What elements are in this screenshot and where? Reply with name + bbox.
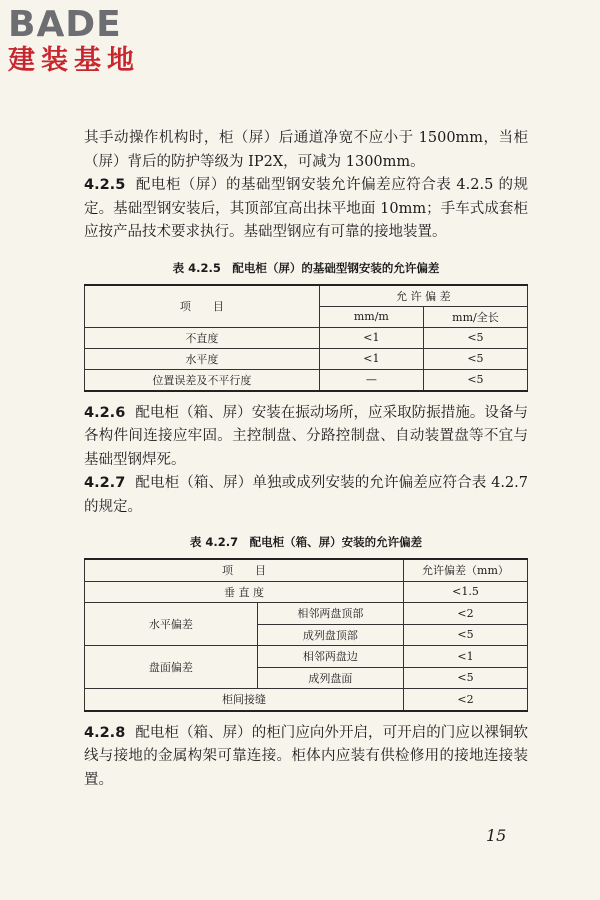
table-row xyxy=(85,369,528,391)
header-unit-full-length: mm/全长 xyxy=(423,306,527,327)
row-value: <1.5 xyxy=(403,581,527,603)
table-caption: 表 4.2.7 配电柜（箱、屏）安装的允许偏差 xyxy=(189,535,423,549)
clause-4-2-7 xyxy=(84,472,528,519)
clause-number: 4.2.7 xyxy=(84,475,126,491)
clause-4-2-8 xyxy=(84,722,528,793)
row-value: <5 xyxy=(423,348,527,369)
row-item: 成列盘顶部 xyxy=(257,624,403,646)
page-body xyxy=(84,127,528,792)
row-item: 相邻两盘边 xyxy=(257,646,403,668)
row-value: <5 xyxy=(423,369,527,391)
table-row xyxy=(85,603,528,625)
clause-text: 配电柜（箱、屏）单独或成列安装的允许偏差应符合表 4.2.7 的规定。 xyxy=(84,475,528,515)
header-tolerance-mm: 允许偏差（mm） xyxy=(403,559,527,581)
row-value: <5 xyxy=(403,667,527,689)
row-joint-label: 柜间接缝 xyxy=(85,689,404,711)
header-item: 项 目 xyxy=(85,285,320,328)
clause-number: 4.2.8 xyxy=(84,724,126,741)
row-value: — xyxy=(319,369,423,391)
table-caption: 表 4.2.5 配电柜（屏）的基础型钢安装的允许偏差 xyxy=(172,260,440,275)
logo-mark: BADE xyxy=(8,4,122,45)
row-item: 相邻两盘顶部 xyxy=(257,603,403,625)
clause-4-2-5 xyxy=(84,174,528,245)
table-row xyxy=(85,646,528,668)
publisher-logo xyxy=(8,6,140,78)
table-row xyxy=(85,689,528,711)
row-value: <2 xyxy=(403,689,527,711)
row-item: 成列盘面 xyxy=(257,667,403,689)
row-value: <2 xyxy=(403,603,527,625)
header-unit-per-m: mm/m xyxy=(319,306,423,327)
row-value: <1 xyxy=(319,348,423,369)
logo-subtitle: 建装基地 xyxy=(8,45,140,76)
group-level-label: 水平偏差 xyxy=(85,603,258,646)
clause-number: 4.2.5 xyxy=(84,177,126,193)
row-value: <5 xyxy=(423,327,527,348)
row-value: <1 xyxy=(403,646,527,668)
clause-text: 配电柜（箱、屏）的柜门应向外开启，可开启的门应以裸铜软线与接地的金属构架可靠连接。柜体内应装有供检修用的接地连接装置。 xyxy=(84,724,528,788)
group-face-label: 盘面偏差 xyxy=(85,646,258,689)
table-row xyxy=(85,581,528,603)
paragraph-text: 其手动操作机构时，柜（屏）后通道净宽不应小于 1500mm，当柜（屏）背后的防护等级为 IP2X，可减为 1300mm。 xyxy=(84,130,528,170)
paragraph-continuation xyxy=(84,127,528,174)
row-item: 水平度 xyxy=(85,348,320,369)
clause-4-2-6 xyxy=(84,402,528,473)
header-item: 项 目 xyxy=(85,559,404,581)
row-item: 不直度 xyxy=(85,327,320,348)
table-4-2-7 xyxy=(84,558,528,712)
clause-number: 4.2.6 xyxy=(84,404,126,421)
row-item: 位置误差及不平行度 xyxy=(85,369,320,391)
clause-text: 配电柜（屏）的基础型钢安装允许偏差应符合表 4.2.5 的规定。基础型钢安装后，其顶部宜高出抹平地面 10mm；手车式成套柜应按产品技术要求执行。基础型钢应有可靠的接地装置。 xyxy=(84,177,528,240)
row-value: <1 xyxy=(319,327,423,348)
table-4-2-5 xyxy=(84,284,528,392)
clause-text: 配电柜（箱、屏）安装在振动场所，应采取防振措施。设备与各构件间连接应牢固。主控制盘、分路控制盘、自动装置盘等不宜与基础型钢焊死。 xyxy=(84,404,528,468)
header-tolerance: 允 许 偏 差 xyxy=(319,285,527,307)
row-vertical-label: 垂 直 度 xyxy=(85,581,404,603)
page-number: 15 xyxy=(486,826,507,845)
table-row xyxy=(85,327,528,348)
table-row xyxy=(85,348,528,369)
row-value: <5 xyxy=(403,624,527,646)
